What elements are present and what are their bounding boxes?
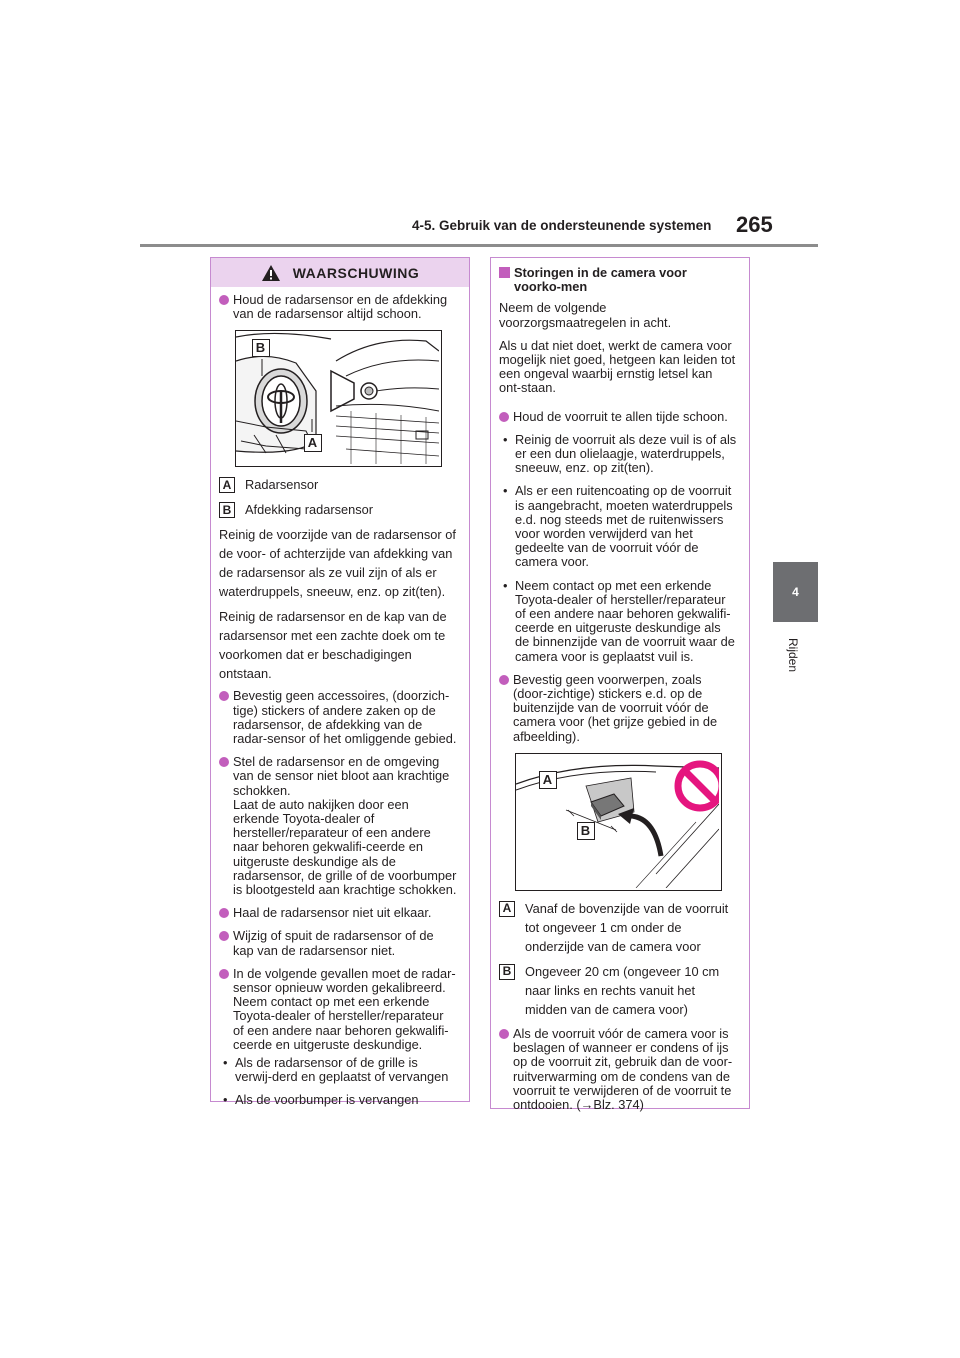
- camera-heading-text: Storingen in de camera voor voorko-men: [514, 265, 687, 295]
- sub-list-item-text: Als de voorbumper is vervangen: [235, 1092, 419, 1108]
- header-rule: [140, 244, 818, 247]
- list-item: [219, 929, 457, 957]
- bullet-dot: [219, 295, 229, 305]
- list-item: [499, 673, 737, 744]
- list-item-text: Houd de radarsensor en de afdekking van de radarsensor altijd schoon.: [233, 292, 448, 322]
- label-row-a: [499, 899, 737, 956]
- list-item: [499, 1027, 737, 1112]
- sub-bullet: •: [503, 431, 508, 447]
- radar-sensor-figure: [235, 330, 442, 467]
- list-item-text: [513, 1027, 737, 1112]
- sub-bullet: •: [503, 483, 508, 499]
- bullet-dot: [499, 412, 509, 422]
- list-item-text: Bevestig geen voorwerpen, zoals (door-zichtige) stickers e.d. op de buitenzijde van de voorruit vóór de camera voor (het grijze gebied in de afbeelding).: [513, 671, 718, 744]
- list-item-text: In de volgende gevallen moet de radar-sensor opnieuw worden gekalibreerd. Neem contact op met een erkende Toyota-dealer of hersteller/reparateur of een andere naar behoren gekwalifi-ceerde en uitgeruste deskundige.: [233, 965, 456, 1052]
- sub-list-item-text: Als de radarsensor of de grille is verwij-derd en geplaatst of vervangen: [235, 1055, 449, 1085]
- label-text-b: Afdekking radarsensor: [245, 502, 374, 518]
- figure-tag-a: A: [304, 434, 322, 452]
- list-item: [499, 410, 737, 424]
- bullet-dot: [499, 1029, 509, 1039]
- paragraph: Reinig de voorzijde van de radarsensor of de voor- of achterzijde van afdekking van de radarsensor als ze vuil zijn of als er waterdruppels, sneeuw, enz. op zit(ten).: [219, 527, 456, 600]
- sub-list-item: [499, 433, 737, 476]
- sub-list-item: [499, 484, 737, 569]
- label-row-a: [219, 475, 457, 494]
- warning-content: [211, 287, 469, 1108]
- sub-list-item-text: Reinig de voorruit als deze vuil is of als er een dun olielaagje, waterdruppels, sneeuw, enz. op zit(ten).: [515, 431, 737, 476]
- label-badge-b: B: [499, 964, 515, 980]
- warning-header: [211, 258, 469, 287]
- warning-title: WAARSCHUWING: [292, 264, 420, 281]
- label-badge-a: A: [219, 477, 235, 493]
- list-item: [219, 689, 457, 746]
- page-reference-link[interactable]: (→Blz. 374): [576, 1096, 644, 1112]
- list-item-text: Stel de radarsensor en de omgeving van de sensor niet bloot aan krachtige schokken. Laat de auto nakijken door een erkende Toyota-dealer of hersteller/reparateur of een andere naar behoren gekwalifi-ceerde en uitgeruste deskundige als de radarsensor, de grille of de voorbumper is blootgesteld aan krachtige schokken.: [233, 754, 457, 898]
- windshield-camera-figure: [515, 753, 722, 891]
- list-item-body: Als de voorruit vóór de camera voor is beslagen of wanneer er condens of ijs op de voorruit zit, gebruik dan de voor-ruitverwarming om de condens van de voorruit te verwijderen of de voorruit te ontdooien.: [513, 1025, 733, 1112]
- bullet-dot: [219, 969, 229, 979]
- chapter-label-text: Rijden: [786, 637, 800, 673]
- list-item-text: Haal de radarsensor niet uit elkaar.: [233, 905, 432, 921]
- sub-bullet: •: [223, 1092, 228, 1108]
- sub-list-item-text: Neem contact op met een erkende Toyota-dealer of hersteller/reparateur of een andere naar behoren gekwalifi-ceerde en uitgeruste deskundige als de binnenzijde van de voorruit waar de camera voor is geplaatst vuil is.: [515, 577, 735, 664]
- list-item-text: Houd de voorruit te allen tijde schoon.: [513, 408, 728, 424]
- sub-list-item: [219, 1056, 457, 1084]
- bullet-dot: [219, 691, 229, 701]
- label-text-b: Ongeveer 20 cm (ongeveer 10 cm naar links en rechts vanuit het midden van de camera voor): [525, 963, 720, 1017]
- label-badge-a: A: [499, 901, 515, 917]
- paragraph: Reinig de radarsensor en de kap van de radarsensor met een zachte doek om te voorkomen dat er beschadigingen ontstaan.: [219, 609, 447, 682]
- warning-box: [210, 257, 470, 1108]
- sub-bullet: •: [223, 1055, 228, 1071]
- label-row-b: [499, 962, 737, 1019]
- camera-box: [490, 257, 750, 1112]
- label-text-a: Vanaf de bovenzijde van de voorruit tot ongeveer 1 cm onder de onderzijde van de camera voor: [525, 900, 729, 954]
- figure-tag-b: B: [577, 822, 595, 840]
- sub-bullet: •: [503, 577, 508, 593]
- figure-tag-a: A: [539, 771, 557, 789]
- list-item-text: Wijzig of spuit de radarsensor of de kap van de radarsensor niet.: [233, 928, 434, 958]
- sub-list-item: [499, 579, 737, 664]
- chapter-label: [778, 635, 808, 675]
- list-item-text: Bevestig geen accessoires, (doorzich-tige) stickers of andere zaken op de radarsensor, de afdekking van de radar-sensor of het omliggende gebied.: [233, 688, 457, 747]
- camera-content: [491, 258, 749, 1112]
- bullet-dot: [219, 908, 229, 918]
- page-number: 265: [736, 212, 773, 237]
- section-title: 4-5. Gebruik van de ondersteunende systemen: [412, 218, 712, 233]
- bullet-dot: [219, 931, 229, 941]
- label-badge-b: B: [219, 502, 235, 518]
- heading-square: [499, 267, 510, 278]
- paragraph: Neem de volgende voorzorgsmaatregelen in acht.: [499, 300, 672, 330]
- warning-triangle-icon: [261, 264, 281, 282]
- list-item: [219, 293, 457, 321]
- figure-tag-b: B: [252, 339, 270, 357]
- bullet-dot: [219, 757, 229, 767]
- sub-list-item-text: Als er een ruitencoating op de voorruit is aangebracht, moeten waterdruppels e.d. nog steeds met de ruitenwissers voor worden verwijderd van het gedeelte van de voorruit vóór de camera voor.: [515, 483, 733, 570]
- sub-list-item: [219, 1093, 457, 1107]
- chapter-number: 4: [792, 585, 799, 599]
- list-item: [219, 755, 457, 897]
- prohibited-icon: [676, 762, 724, 810]
- label-row-b: [219, 500, 457, 519]
- label-text-a: Radarsensor: [245, 477, 319, 493]
- chapter-tab[interactable]: [773, 562, 818, 622]
- camera-heading: [499, 266, 737, 294]
- bullet-dot: [499, 675, 509, 685]
- paragraph: Als u dat niet doet, werkt de camera voor mogelijk niet goed, hetgeen kan leiden tot een ongeval waarbij ernstig letsel kan ont-staan.: [499, 337, 736, 396]
- list-item: [219, 906, 457, 920]
- list-item: [219, 967, 457, 1052]
